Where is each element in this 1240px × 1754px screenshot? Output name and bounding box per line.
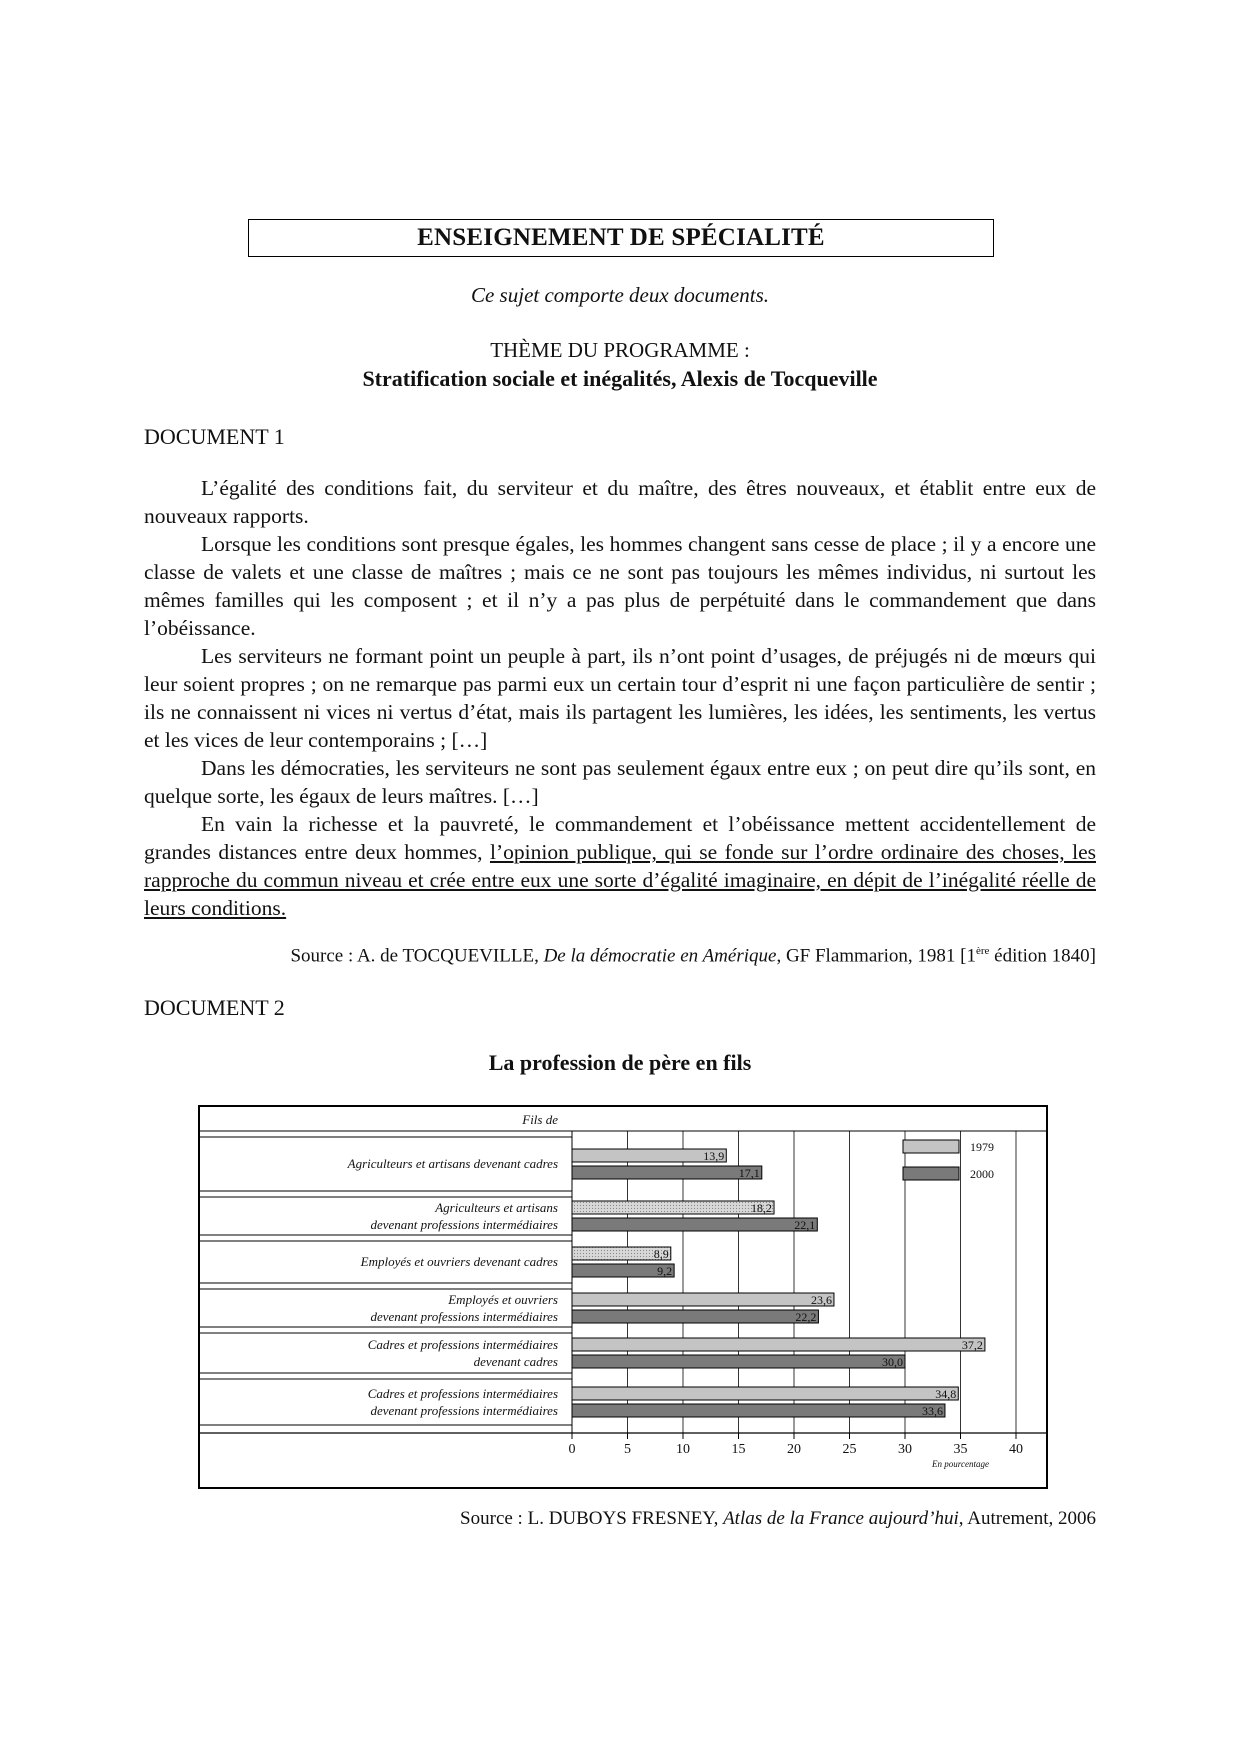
x-tick-label: 5 xyxy=(624,1442,631,1457)
category-label: devenant professions intermédiaires xyxy=(370,1309,558,1324)
x-tick-label: 35 xyxy=(953,1442,968,1457)
source-prefix: Source : A. de TOCQUEVILLE, xyxy=(290,945,544,967)
document-1-text xyxy=(144,474,1096,922)
bar-2000 xyxy=(572,1166,762,1179)
document-1-label: DOCUMENT 1 xyxy=(144,424,285,449)
data-label-2000: 17,1 xyxy=(738,1166,760,1180)
x-tick-label: 15 xyxy=(731,1442,746,1457)
document-2-source xyxy=(460,1508,1096,1530)
source-superscript: ère xyxy=(975,945,990,957)
x-tick-label: 10 xyxy=(676,1442,690,1457)
theme-title: Stratification sociale et inégalités, Alexis de Tocqueville xyxy=(362,366,878,391)
data-label-1979: 13,9 xyxy=(703,1149,725,1163)
source-suffix: , Autrement, 2006 xyxy=(958,1508,1096,1529)
legend-swatch-1979 xyxy=(903,1140,959,1153)
data-label-1979: 8,9 xyxy=(653,1247,669,1261)
data-label-1979: 34,8 xyxy=(935,1387,957,1401)
legend-label-2000: 2000 xyxy=(970,1167,994,1181)
document-1-source xyxy=(290,945,1096,967)
paragraph: L’égalité des conditions fait, du serviteur et du maître, des êtres nouveaux, et établit entre eux de nouveaux rapports. xyxy=(144,476,1096,528)
source-suffix: édition 1840] xyxy=(989,945,1096,967)
data-label-2000: 33,6 xyxy=(921,1404,943,1418)
source-prefix: Source : L. DUBOYS FRESNEY, xyxy=(460,1508,724,1529)
category-label: devenant cadres xyxy=(473,1354,558,1369)
category-label: Cadres et professions intermédiaires xyxy=(367,1337,558,1352)
bar-2000 xyxy=(572,1310,818,1323)
page-title: ENSEIGNEMENT DE SPÉCIALITÉ xyxy=(248,219,994,257)
bar-2000 xyxy=(572,1404,945,1417)
data-label-1979: 37,2 xyxy=(961,1338,983,1352)
category-label: Employés et ouvriers devenant cadres xyxy=(360,1254,558,1269)
paragraph xyxy=(144,810,1096,922)
data-label-1979: 23,6 xyxy=(810,1293,832,1307)
chart-title: La profession de père en fils xyxy=(488,1050,752,1075)
bar-2000 xyxy=(572,1218,817,1231)
theme-label: THÈME DU PROGRAMME : xyxy=(490,338,750,362)
bar-1979 xyxy=(572,1338,985,1351)
x-tick-label: 30 xyxy=(898,1442,912,1457)
paragraph: Les serviteurs ne formant point un peuple à part, ils n’ont point d’usages, de préjugés ni de mœurs qui leur soient propres ; on ne remarque pas parmi eux un certain tour d’esprit ni une façon particulière de sentir ; ils ne connaissent ni vices ni vertus d’état, mais ils partagent les lumières, les idées, les sentiments, les vertus et les vices de leur contemporains ; […] xyxy=(144,644,1096,752)
data-label-2000: 30,0 xyxy=(882,1355,903,1369)
x-axis-label: En pourcentage xyxy=(932,1459,989,1469)
underlined-quote: l’opinion publique, qui se fonde sur l’ordre ordinaire des choses, les rapproche du commun niveau et crée entre eux une sorte d’égalité imaginaire, en dépit de l’inégalité réelle de leurs conditions. xyxy=(144,840,1096,920)
paragraph: Lorsque les conditions sont presque égales, les hommes changent sans cesse de place ; il y a encore une classe de valets et une classe de maîtres ; mais ce ne sont pas toujours les mêmes individus, ni surtout les mêmes familles qui les composent ; et il n’y a pas plus de perpétuité dans le commandement que dans l’obéissance. xyxy=(144,532,1096,640)
data-label-1979: 18,2 xyxy=(751,1201,773,1215)
x-tick-label: 20 xyxy=(787,1442,801,1457)
bar-chart xyxy=(198,1105,1048,1489)
paragraph-plain: En vain la richesse et la pauvreté, le commandement et l’obéissance mettent accidentellement de grandes distances entre deux hommes, xyxy=(144,812,1096,864)
document-2-label: DOCUMENT 2 xyxy=(144,995,285,1020)
source-title: Atlas de la France aujourd’hui xyxy=(723,1508,959,1529)
source-title: De la démocratie en Amérique xyxy=(543,945,777,967)
x-tick-label: 40 xyxy=(1009,1442,1023,1457)
x-tick-label: 0 xyxy=(568,1442,576,1457)
data-label-2000: 9,2 xyxy=(657,1264,673,1278)
bar-1979 xyxy=(572,1387,958,1400)
bar-1979 xyxy=(572,1201,774,1214)
category-label: devenant professions intermédiaires xyxy=(370,1403,558,1418)
bar-1979 xyxy=(572,1293,834,1306)
category-label: Cadres et professions intermédiaires xyxy=(367,1386,558,1401)
legend-swatch-2000 xyxy=(903,1167,959,1180)
bar-2000 xyxy=(572,1355,905,1368)
category-label: Agriculteurs et artisans xyxy=(435,1200,558,1215)
category-label: Employés et ouvriers xyxy=(448,1292,558,1307)
paragraph: Dans les démocraties, les serviteurs ne sont pas seulement égaux entre eux ; on peut dire qu’ils sont, en quelque sorte, les égaux de leurs maîtres. […] xyxy=(144,756,1096,808)
row-header: Fils de xyxy=(522,1112,558,1127)
legend-label-1979: 1979 xyxy=(970,1140,994,1154)
source-publisher: , GF Flammarion, 1981 [1 xyxy=(776,945,976,967)
data-label-2000: 22,1 xyxy=(794,1218,816,1232)
data-label-2000: 22,2 xyxy=(795,1310,817,1324)
category-label: devenant professions intermédiaires xyxy=(370,1217,558,1232)
x-tick-label: 25 xyxy=(842,1442,857,1457)
subtitle: Ce sujet comporte deux documents. xyxy=(470,283,769,307)
category-label: Agriculteurs et artisans devenant cadres xyxy=(347,1156,558,1171)
